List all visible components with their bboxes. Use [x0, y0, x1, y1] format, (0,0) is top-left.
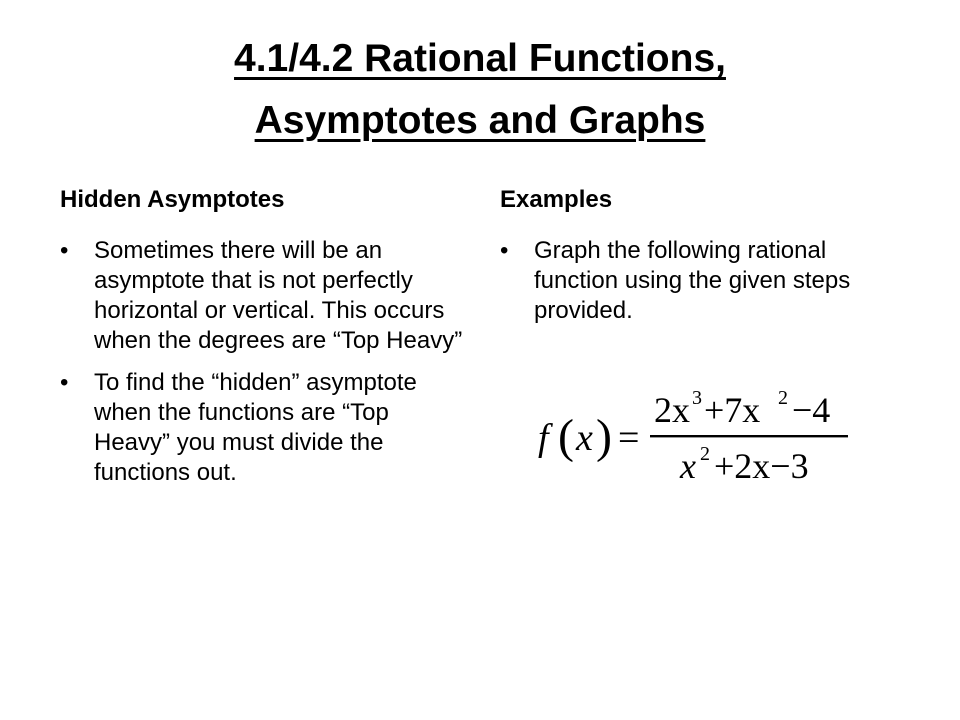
numerator-exponent-2: 2: [778, 387, 788, 409]
bullet-text: Graph the following rational function using the given steps provided.: [534, 237, 851, 324]
numerator-plus-7x: +7x: [704, 390, 761, 430]
formula-equals: =: [618, 417, 640, 459]
bullet-icon: •: [60, 369, 69, 396]
title-line-2: Asymptotes and Graphs: [254, 99, 706, 142]
left-heading: Hidden Asymptotes: [60, 186, 285, 213]
slide-title: [60, 28, 900, 152]
title-line-1: 4.1/4.2 Rational Functions,: [234, 37, 726, 80]
formula-x: x: [576, 417, 593, 459]
numerator-minus-4: −4: [792, 390, 831, 430]
numerator-2x: 2x: [654, 390, 690, 430]
list-item: [500, 236, 900, 326]
denominator-exponent-2: 2: [700, 443, 710, 465]
bullet-icon: •: [60, 237, 69, 264]
right-heading: Examples: [500, 186, 613, 213]
numerator-exponent-3: 3: [692, 387, 702, 409]
rational-function-formula: [530, 380, 860, 490]
bullet-text: To find the “hidden” asymptote when the functions are “Top Heavy” you must divide the functions out.: [94, 369, 417, 486]
formula-f: f: [538, 417, 549, 459]
fraction-bar: [650, 435, 848, 437]
list-item: [60, 368, 470, 488]
list-item: [60, 236, 470, 356]
bullet-icon: •: [500, 237, 509, 264]
right-bullet-list: [500, 236, 900, 338]
denominator-x: x: [680, 446, 696, 486]
formula-rparen: ): [596, 410, 612, 463]
left-bullet-list: [60, 236, 470, 500]
formula-lparen: (: [558, 410, 574, 463]
bullet-text: Sometimes there will be an asymptote that is not perfectly horizontal or vertical. This occurs when the degrees are “Top Heavy”: [94, 237, 463, 354]
denominator-rest: +2x−3: [714, 446, 809, 486]
